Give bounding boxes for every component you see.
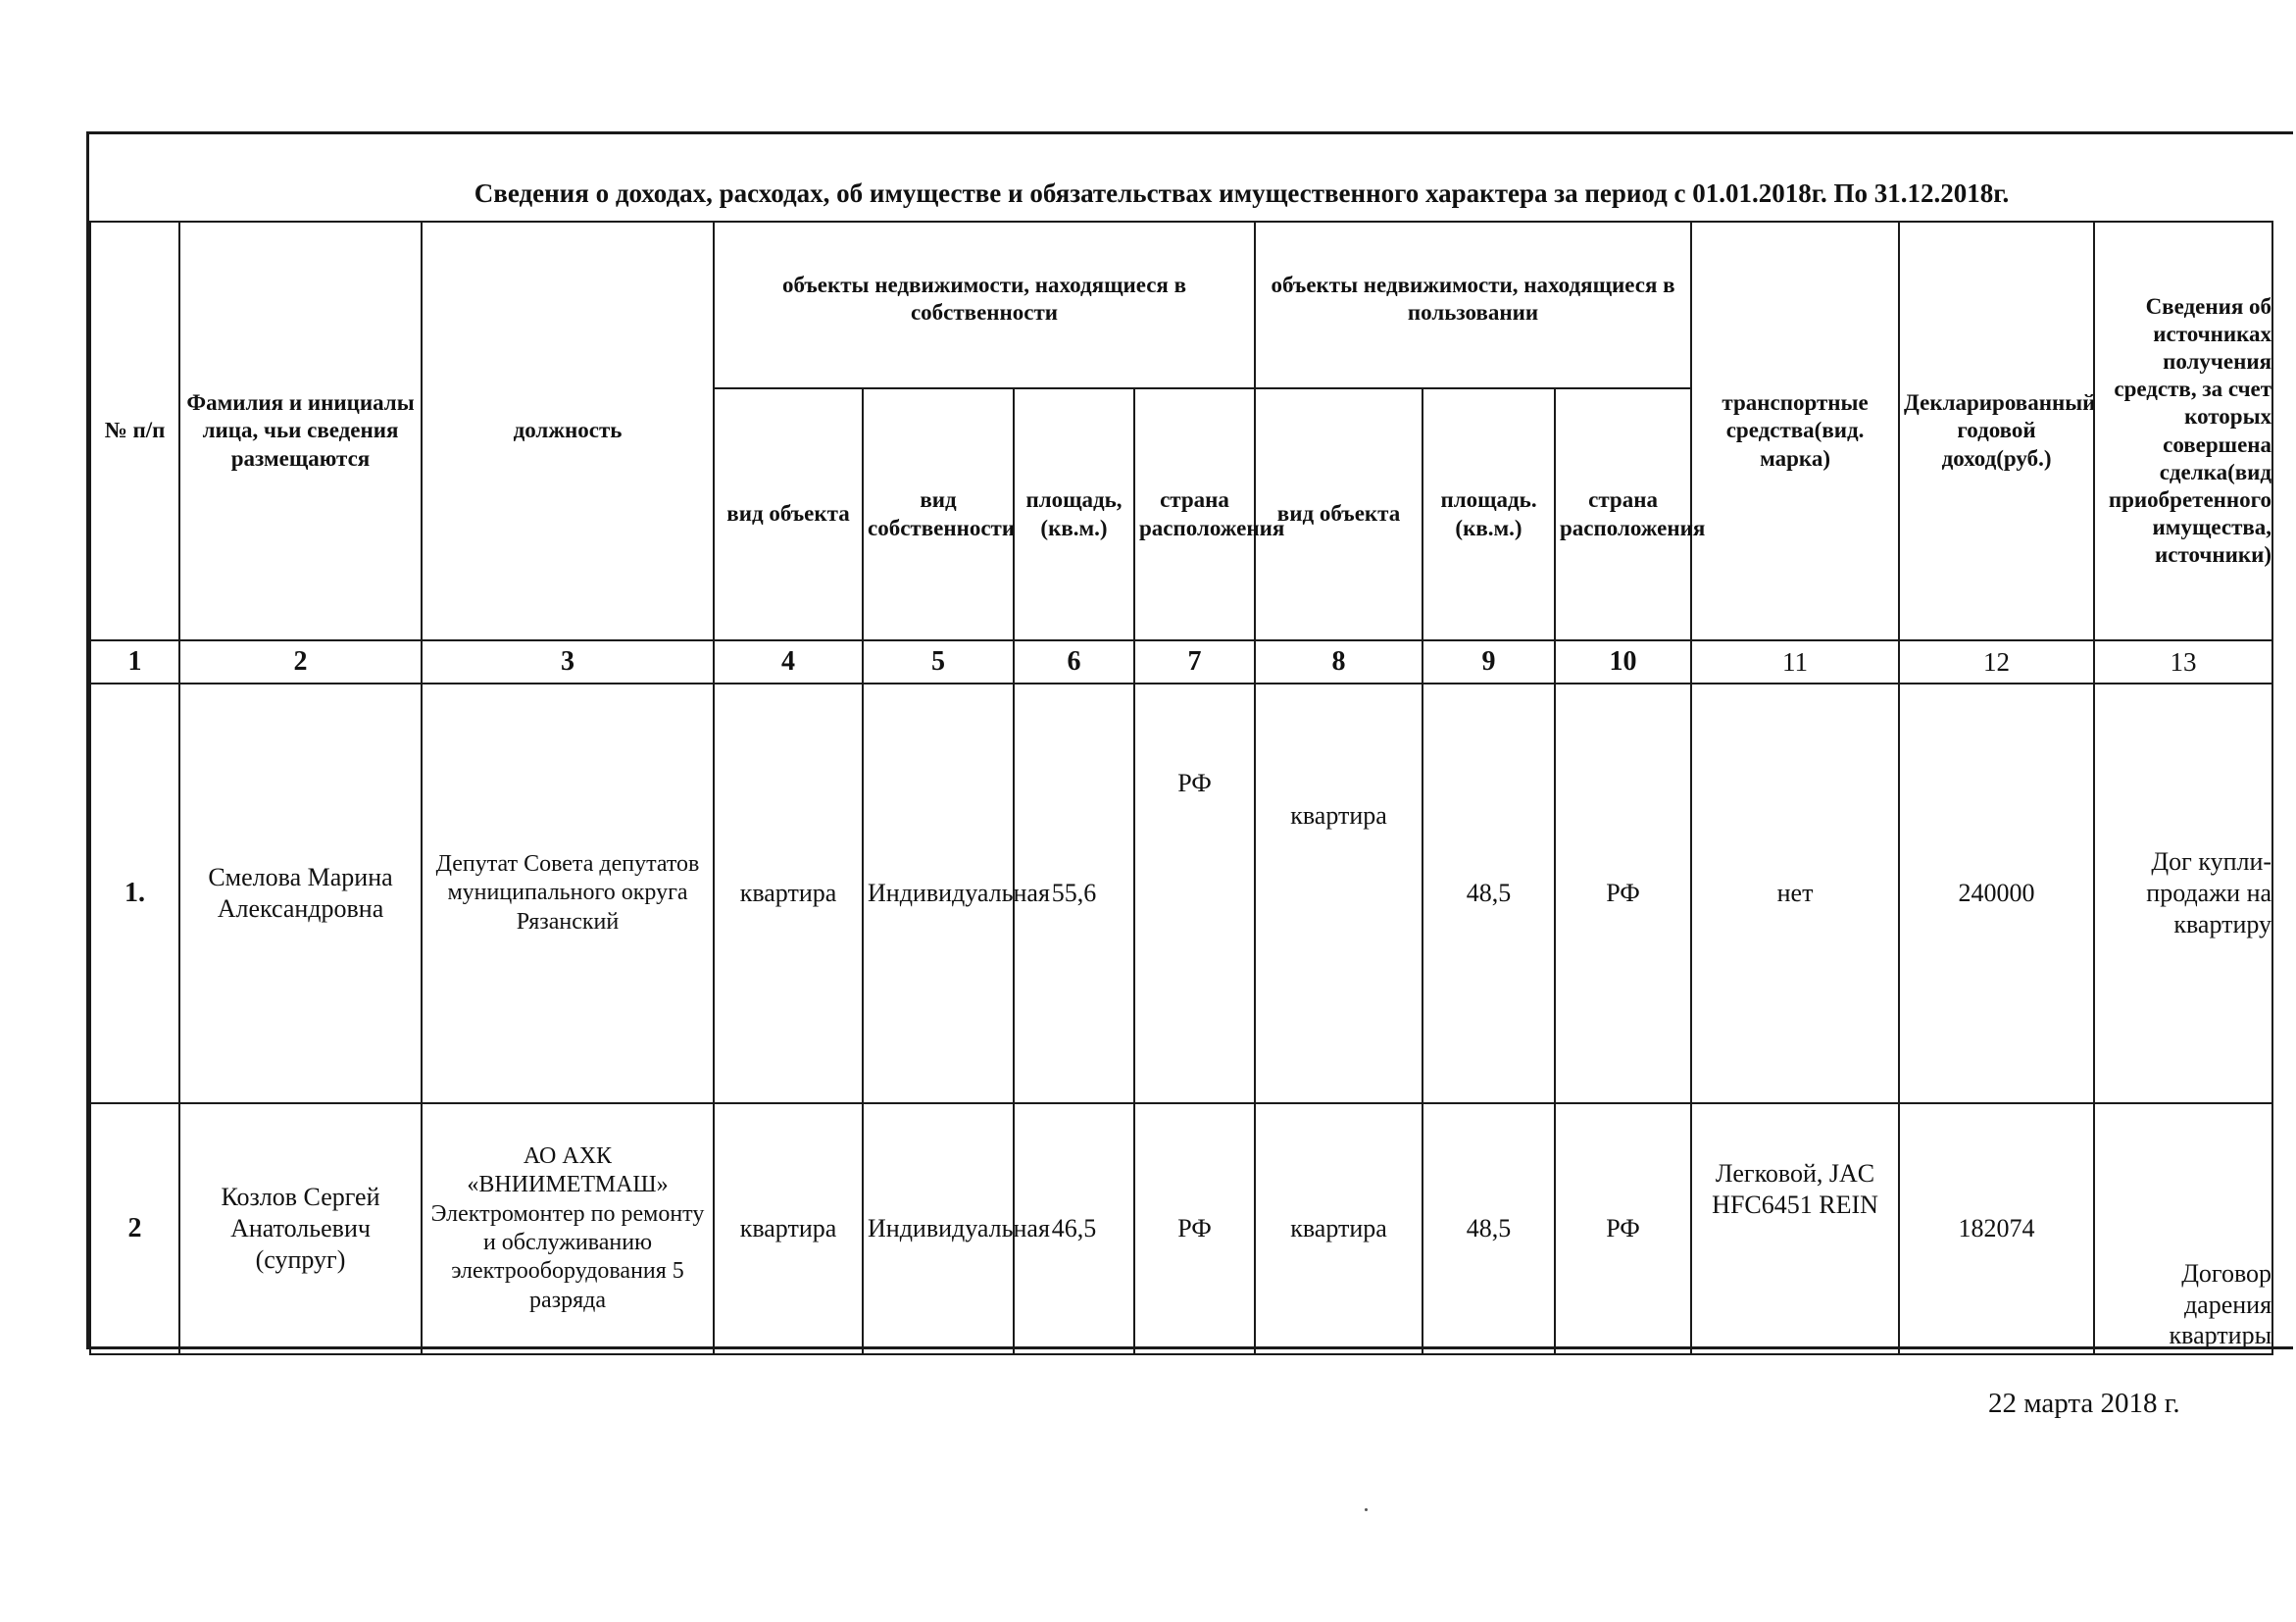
- row-sources: Дог купли-продажи на квартиру: [2094, 684, 2272, 1103]
- header-used-area: площадь. (кв.м.): [1423, 388, 1555, 640]
- header-owned-ownership: вид собственности: [863, 388, 1014, 640]
- header-name: Фамилия и инициалы лица, чьи сведения размещаются: [179, 222, 422, 640]
- column-number-6: 6: [1014, 640, 1134, 684]
- declaration-table: [89, 221, 2273, 1355]
- row-position: АО АХК «ВНИИМЕТМАШ» Электромонтер по ремонту и обслуживанию электрооборудования 5 разряда: [422, 1103, 714, 1354]
- header-vehicles: транспортные средства(вид. марка): [1691, 222, 1899, 640]
- header-sources: Сведения об источниках получения средств, за счет которых совершена сделка(вид приобретенного имущества, источники): [2094, 222, 2272, 640]
- column-number-12: 12: [1899, 640, 2094, 684]
- row-name: Смелова Марина Александровна: [179, 684, 422, 1103]
- row-vehicles: нет: [1691, 684, 1899, 1103]
- row-owned-ownership: Индивидуальная: [863, 1103, 1014, 1354]
- declaration-sheet: [86, 131, 2293, 1349]
- row-owned-ownership: Индивидуальная: [863, 684, 1014, 1103]
- row-used-type: квартира: [1255, 684, 1423, 1103]
- row-owned-area: 46,5: [1014, 1103, 1134, 1354]
- row-name: Козлов Сергей Анатольевич (супруг): [179, 1103, 422, 1354]
- row-used-type: квартира: [1255, 1103, 1423, 1354]
- row-owned-type: квартира: [714, 684, 863, 1103]
- header-num: № п/п: [90, 222, 179, 640]
- row-owned-area: 55,6: [1014, 684, 1134, 1103]
- row-owned-country: РФ: [1134, 1103, 1255, 1354]
- header-used-country: страна расположения: [1555, 388, 1691, 640]
- document-title: Сведения о доходах, расходах, об имуществе и обязательствах имущественного характера за период с 01.01.2018г. По 31.12.2018г.: [474, 178, 2010, 208]
- header-used-type: вид объекта: [1255, 388, 1423, 640]
- header-group-owned: объекты недвижимости, находящиеся в собственности: [714, 222, 1255, 388]
- row-income: 182074: [1899, 1103, 2094, 1354]
- column-number-11: 11: [1691, 640, 1899, 684]
- header-row-1: [90, 222, 2272, 388]
- row-used-country: РФ: [1555, 1103, 1691, 1354]
- header-owned-type: вид объекта: [714, 388, 863, 640]
- row-num: 2: [90, 1103, 179, 1354]
- row-used-area: 48,5: [1423, 1103, 1555, 1354]
- column-number-9: 9: [1423, 640, 1555, 684]
- scan-speck: [1365, 1508, 1368, 1511]
- header-group-used: объекты недвижимости, находящиеся в пользовании: [1255, 222, 1691, 388]
- row-position: Депутат Совета депутатов муниципального округа Рязанский: [422, 684, 714, 1103]
- column-number-1: 1: [90, 640, 179, 684]
- row-income: 240000: [1899, 684, 2094, 1103]
- column-number-row: [90, 640, 2272, 684]
- row-num: 1.: [90, 684, 179, 1103]
- row-owned-type: квартира: [714, 1103, 863, 1354]
- column-number-7: 7: [1134, 640, 1255, 684]
- table-row: [90, 684, 2272, 1103]
- row-used-country: РФ: [1555, 684, 1691, 1103]
- row-vehicles: Легковой, JAC HFC6451 REIN: [1691, 1103, 1899, 1354]
- row-owned-country: РФ: [1134, 684, 1255, 1103]
- footer-date: 22 марта 2018 г.: [1988, 1388, 2180, 1419]
- column-number-10: 10: [1555, 640, 1691, 684]
- table-row: [90, 1103, 2272, 1354]
- header-position: должность: [422, 222, 714, 640]
- column-number-2: 2: [179, 640, 422, 684]
- header-owned-country: страна расположения: [1134, 388, 1255, 640]
- column-number-3: 3: [422, 640, 714, 684]
- column-number-4: 4: [714, 640, 863, 684]
- header-owned-area: площадь, (кв.м.): [1014, 388, 1134, 640]
- column-number-8: 8: [1255, 640, 1423, 684]
- row-sources: Договор дарения квартиры: [2094, 1103, 2272, 1354]
- column-number-5: 5: [863, 640, 1014, 684]
- header-income: Декларированный годовой доход(руб.): [1899, 222, 2094, 640]
- column-number-13: 13: [2094, 640, 2272, 684]
- row-used-area: 48,5: [1423, 684, 1555, 1103]
